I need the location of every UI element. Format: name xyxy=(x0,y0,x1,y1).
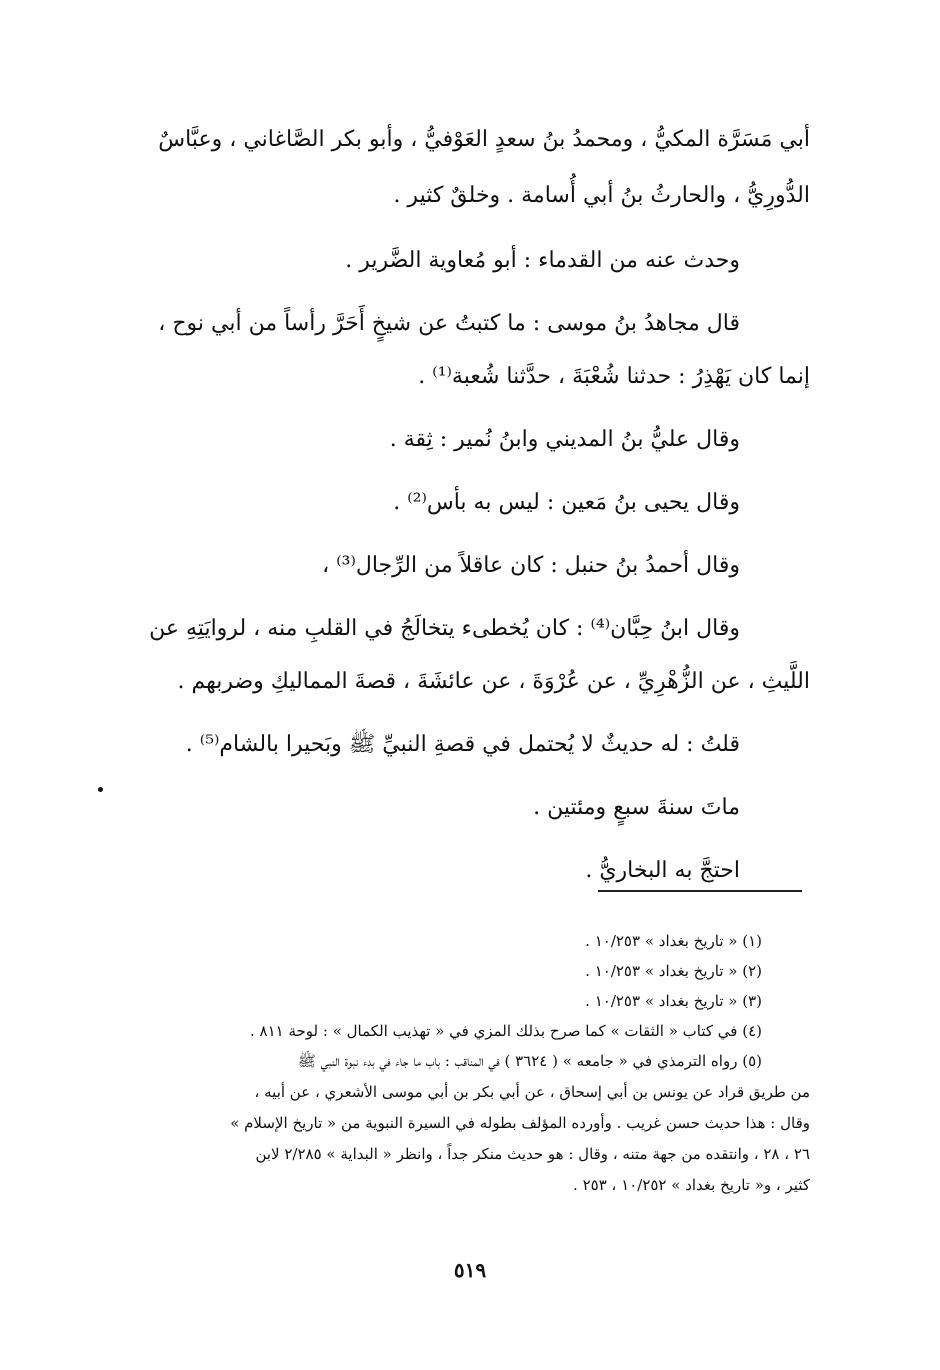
paragraph-ibn-madini: وقال عليُّ بنُ المديني وابنُ نُمير : ثِقة . xyxy=(389,427,740,452)
text-line: اللَّيثِ ، عن الزُّهْرِيِّ ، عن عُرْوَةَ ، عن عائشَةَ ، قصةَ المماليكِ وضربهم . xyxy=(177,669,810,694)
footnote-line: كثير ، و« تاريخ بغداد » ١٠/٢٥٢ ، ٢٥٣ . xyxy=(573,1176,810,1194)
paragraph-early-narrators: وحدث عنه من القدماء : أبو مُعاوية الضَّرير . xyxy=(345,248,740,273)
footnote-line: من طريق قراد عن يونس بن أبي إسحاق ، عن أبي بكر بن أبي موسى الأشعري ، عن أبيه ، xyxy=(254,1083,810,1101)
main-text xyxy=(140,112,810,897)
page-number: ٥١٩ xyxy=(453,1258,487,1282)
paragraph-bukhari: احتجَّ به البخاريُّ . xyxy=(585,858,740,883)
footnote-4: (٤) في كتاب « الثقات » كما صرح بذلك المزي في « تهذيب الكمال » : لوحة ٨١١ . xyxy=(250,1022,762,1040)
footnote-1: (١) « تاريخ بغداد » ١٠/٢٥٣ . xyxy=(585,932,762,950)
footnote-2: (٢) « تاريخ بغداد » ١٠/٢٥٣ . xyxy=(585,962,762,980)
footnote-line: ٢٦ ، ٢٨ ، وانتقده من جهة متنه ، وقال : هو حديث منكر جداً ، وانظر « البداية » ٢/٢٨٥ لابن xyxy=(255,1145,810,1163)
paragraph-mujahid-quote xyxy=(140,297,810,403)
footnote-line: (٥) رواه الترمذي في « جامعه » ( ٣٦٢٤ ) في المناقب : باب ما جاء في بدء نبوة النبي ﷺ xyxy=(297,1052,762,1070)
print-mark xyxy=(98,787,103,792)
footnote-line: وقال : هذا حديث حسن غريب . وأورده المؤلف بطوله في السيرة النبوية من « تاريخ الإسلام » xyxy=(230,1114,810,1132)
paragraph-author-note: قلتُ : له حديثٌ لا يُحتمل في قصةِ النبيِّ ﷺ وبَحيرا بالشام⁽⁵⁾ . xyxy=(185,732,740,757)
footnote-5 xyxy=(135,1046,810,1201)
paragraph-students xyxy=(140,112,810,224)
footnote-3: (٣) « تاريخ بغداد » ١٠/٢٥٣ . xyxy=(585,992,762,1010)
text-line: أبي مَسَرَّة المكيُّ ، ومحمدُ بنُ سعدٍ العَوْفيُّ ، وأبو بكر الصَّاغاني ، وعبَّاسٌ xyxy=(158,127,810,152)
footnotes xyxy=(135,926,810,1201)
footnote-divider xyxy=(598,890,802,892)
text-line: إنما كان يَهْذِرُ : حدثنا شُعْبَةَ ، حدَّثنا شُعبة⁽¹⁾ . xyxy=(418,364,810,389)
paragraph-death: ماتَ سنةَ سبعٍ ومئتين . xyxy=(533,795,740,820)
text-line: وقال ابنُ حِبَّان⁽⁴⁾ : كان يُخطىء يتخالَجُ في القلبِ منه ، لروايَتِهِ عن xyxy=(149,616,740,641)
paragraph-ahmad: وقال أحمدُ بنُ حنبل : كان عاقلاً من الرِّجال⁽³⁾ ، xyxy=(322,553,740,578)
text-line: قال مجاهدُ بنُ موسى : ما كتبتُ عن شيخٍ أَحَرَّ رأساً من أبي نوح ، xyxy=(158,311,740,336)
paragraph-ibn-main: وقال يحيى بنُ مَعين : ليس به بأس⁽²⁾ . xyxy=(393,490,740,515)
text-line: الدُّورِيُّ ، والحارثُ بنُ أبي أُسامة . وخلقٌ كثير . xyxy=(393,183,810,208)
paragraph-ibn-hibban xyxy=(140,602,810,708)
